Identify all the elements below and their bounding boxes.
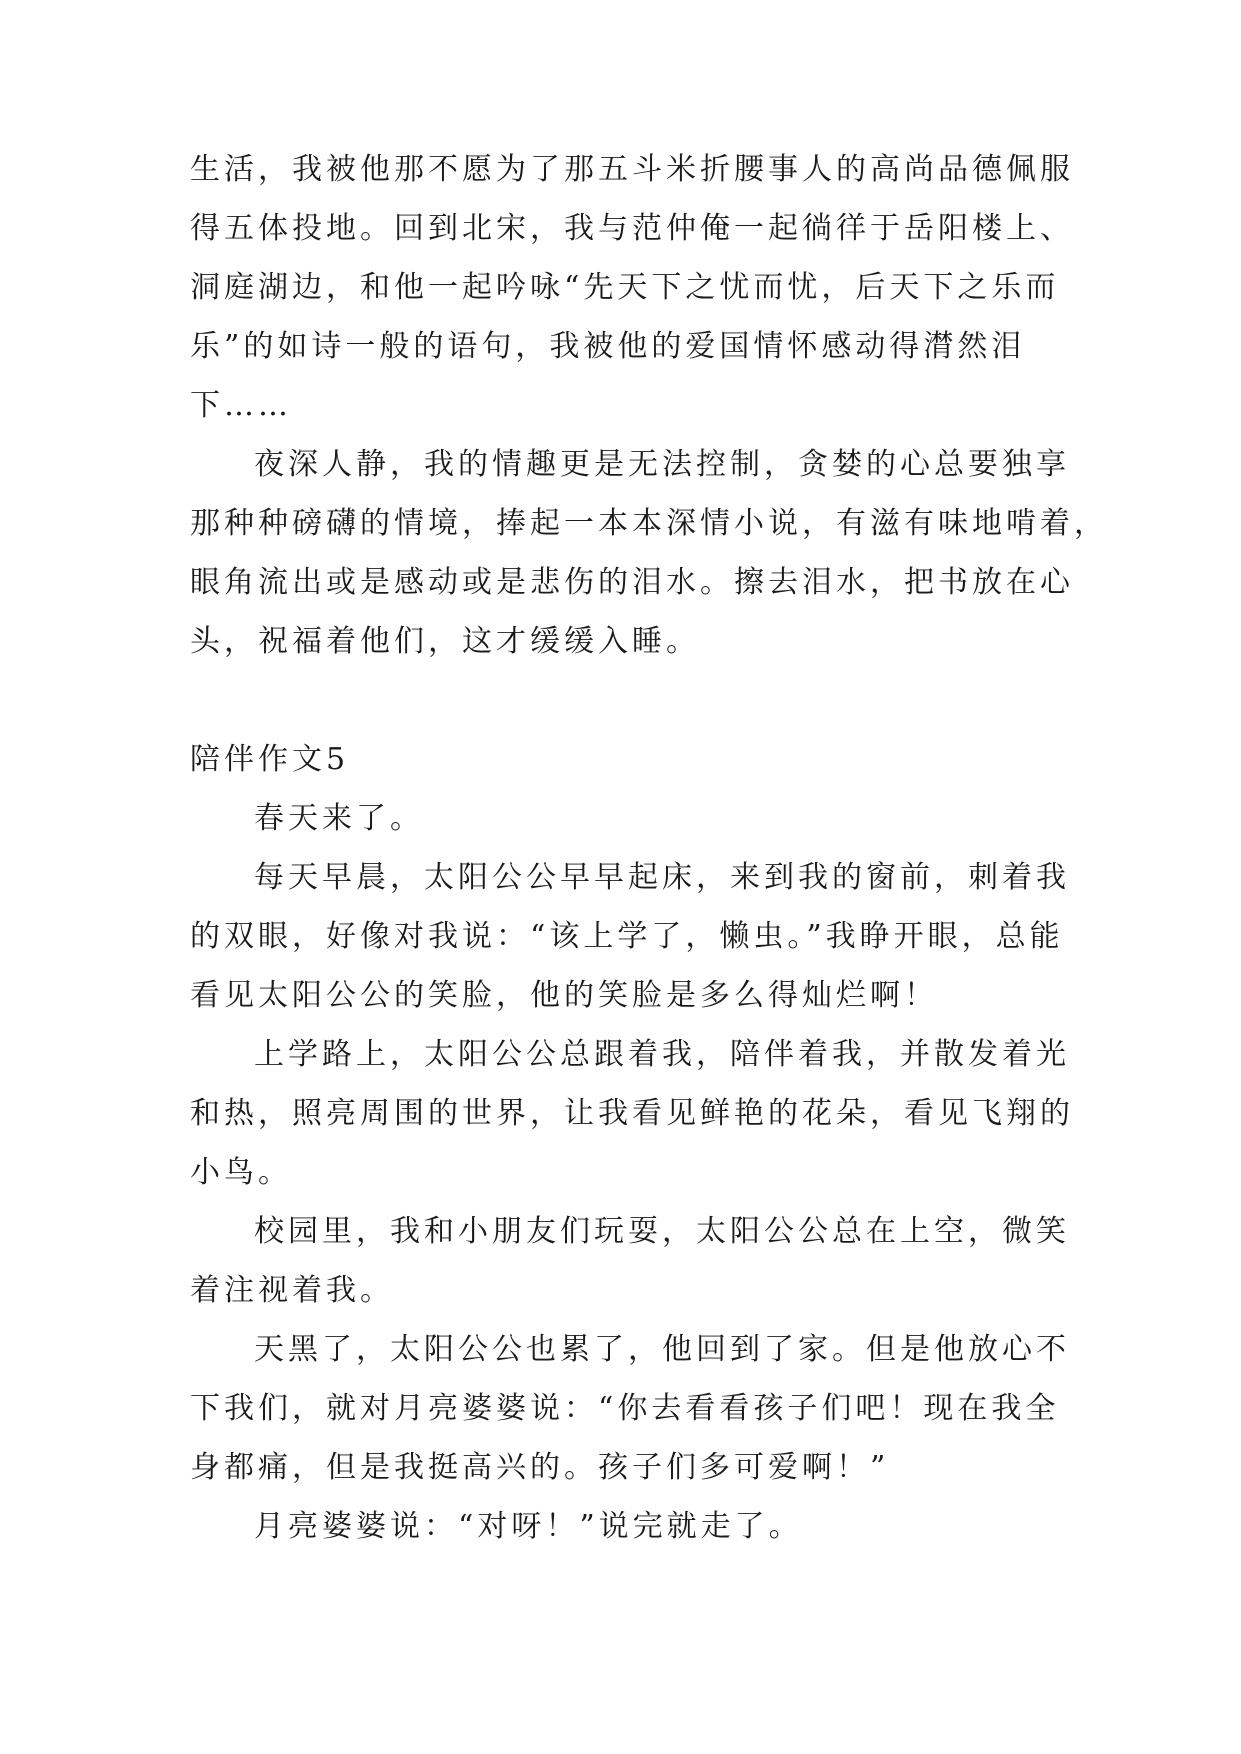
text-line: 下…… xyxy=(190,388,292,423)
paragraph-first-line: 上学路上，太阳公公总跟着我，陪伴着我，并散发着光 xyxy=(254,1037,1070,1072)
text-line: 那种种磅礴的情境，捧起一本本深情小说，有滋有味地啃着， xyxy=(190,506,1108,541)
text-line: 看见太阳公公的笑脸，他的笑脸是多么得灿烂啊！ xyxy=(190,978,938,1013)
text-line: 身都痛，但是我挺高兴的。孩子们多可爱啊！” xyxy=(190,1450,890,1485)
paragraph-first-line: 月亮婆婆说：“对呀！”说完就走了。 xyxy=(254,1509,803,1544)
paragraph-first-line: 天黑了，太阳公公也累了，他回到了家。但是他放心不 xyxy=(254,1332,1070,1367)
text-line: 着注视着我。 xyxy=(190,1273,394,1308)
text-line: 洞庭湖边，和他一起吟咏“先天下之忧而忧，后天下之乐而 xyxy=(190,270,1060,305)
text-line: 头，祝福着他们，这才缓缓入睡。 xyxy=(190,624,700,659)
text-line: 和热，照亮周围的世界，让我看见鲜艳的花朵，看见飞翔的 xyxy=(190,1096,1074,1131)
section-heading: 陪伴作文5 xyxy=(190,742,350,777)
paragraph-first-line: 校园里，我和小朋友们玩耍，太阳公公总在上空，微笑 xyxy=(254,1214,1070,1249)
paragraph-first-line: 夜深人静，我的情趣更是无法控制，贪婪的心总要独享 xyxy=(254,447,1070,482)
text-line: 乐”的如诗一般的语句，我被他的爱国情怀感动得潸然泪 xyxy=(190,329,1026,364)
text-line: 生活，我被他那不愿为了那五斗米折腰事人的高尚品德佩服 xyxy=(190,152,1074,187)
text-line: 的双眼，好像对我说：“该上学了，懒虫。”我睁开眼，总能 xyxy=(190,919,1064,954)
text-line: 小鸟。 xyxy=(190,1155,292,1190)
text-line: 得五体投地。回到北宋，我与范仲俺一起徜徉于岳阳楼上、 xyxy=(190,211,1074,246)
paragraph-first-line: 每天早晨，太阳公公早早起床，来到我的窗前，刺着我 xyxy=(254,860,1070,895)
paragraph-first-line: 春天来了。 xyxy=(254,801,424,836)
text-line: 眼角流出或是感动或是悲伤的泪水。擦去泪水，把书放在心 xyxy=(190,565,1074,600)
text-line: 下我们，就对月亮婆婆说：“你去看看孩子们吧！现在我全 xyxy=(190,1391,1060,1426)
